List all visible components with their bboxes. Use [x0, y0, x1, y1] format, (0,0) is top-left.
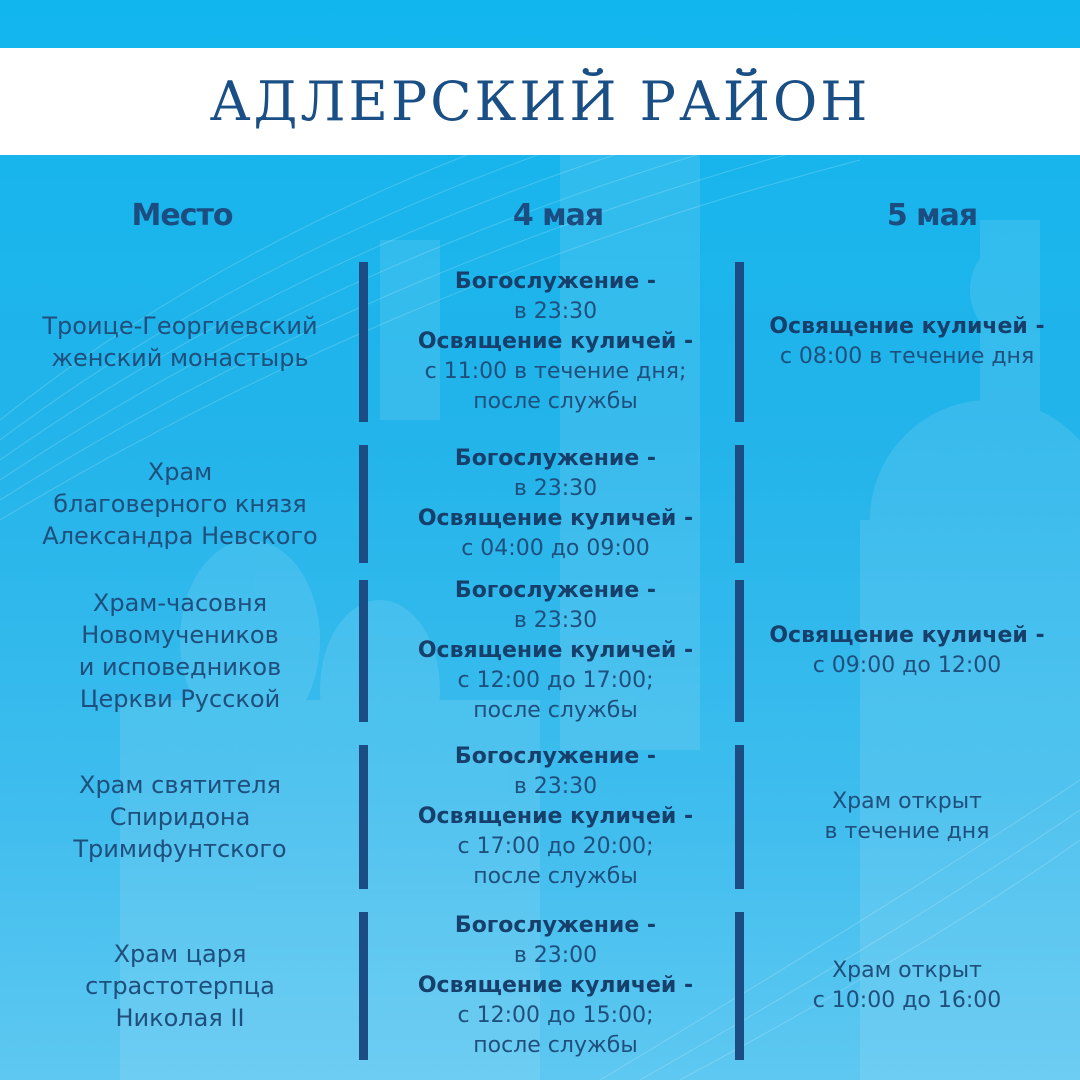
column-divider [359, 580, 368, 722]
column-divider [359, 745, 368, 889]
day4-cell [378, 445, 733, 563]
event-time: в 23:30 [513, 774, 598, 799]
page-title: АДЛЕРСКИЙ РАЙОН [209, 70, 871, 133]
column-divider [359, 445, 368, 563]
event-title: Освящение куличей - [417, 638, 694, 663]
column-divider [735, 262, 744, 422]
event-time: с 08:00 в течение дня [779, 344, 1035, 369]
place-name-line: Храм святителя [79, 771, 281, 799]
day5-cell [752, 745, 1062, 889]
place-name-line: Новомучеников [81, 621, 279, 649]
event-time: Храм открыт [832, 958, 982, 983]
event-title: Освящение куличей - [769, 314, 1045, 339]
event-title: Освящение куличей - [417, 329, 694, 354]
event-time: с 04:00 до 09:00 [461, 536, 650, 561]
place-name-line: Николая II [115, 1004, 245, 1032]
column-divider [359, 912, 368, 1060]
place-cell [20, 262, 340, 422]
column-divider [735, 912, 744, 1060]
event-time: с 10:00 до 16:00 [812, 988, 1002, 1013]
place-name-line: Храм [147, 458, 213, 486]
event-title: Освящение куличей - [417, 973, 694, 998]
place-name-line: Церкви Русской [79, 685, 281, 713]
event-time: с 11:00 в течение дня; [424, 359, 687, 384]
event-time: после службы [473, 1033, 638, 1058]
title-banner [0, 48, 1080, 155]
place-cell [20, 745, 340, 889]
column-divider [735, 745, 744, 889]
table-row [0, 262, 1080, 422]
table-row [0, 580, 1080, 722]
place-name-line: и исповедников [78, 653, 282, 681]
event-title: Освящение куличей - [417, 506, 694, 531]
event-time: после службы [473, 698, 638, 723]
day4-cell [378, 912, 733, 1060]
place-cell [20, 580, 340, 722]
column-divider [359, 262, 368, 422]
place-cell [20, 445, 340, 563]
event-time: в 23:30 [513, 608, 598, 633]
event-title: Богослужение - [454, 446, 657, 471]
place-name-line: Троице-Георгиевский [42, 312, 318, 340]
event-time: с 17:00 до 20:00; [457, 834, 654, 859]
place-name-line: Спиридона [109, 803, 251, 831]
event-title: Богослужение - [454, 269, 657, 294]
place-name-line: Тримифунтского [73, 835, 287, 863]
event-time: Храм открыт [832, 789, 982, 814]
column-divider [735, 580, 744, 722]
day4-cell [378, 745, 733, 889]
event-title: Богослужение - [454, 744, 657, 769]
place-name-line: женский монастырь [51, 344, 309, 372]
place-name-line: страстотерпца [85, 972, 275, 1000]
day4-cell [378, 580, 733, 722]
event-title: Освящение куличей - [417, 804, 694, 829]
place-name-line: Александра Невского [42, 522, 318, 550]
table-row [0, 745, 1080, 889]
column-header-day5: 5 мая [886, 198, 978, 233]
day4-cell [378, 262, 733, 422]
place-name-line: благоверного князя [53, 490, 307, 518]
day5-cell [752, 912, 1062, 1060]
place-cell [20, 912, 340, 1060]
day5-cell [752, 445, 1062, 563]
event-time: после службы [473, 864, 638, 889]
place-name-line: Храм-часовня [92, 589, 268, 617]
column-header-day4: 4 мая [512, 198, 604, 233]
table-row [0, 912, 1080, 1060]
event-time: после службы [473, 389, 638, 414]
event-title: Богослужение - [454, 578, 657, 603]
event-title: Богослужение - [454, 913, 657, 938]
table-row [0, 445, 1080, 563]
column-header-place: Место [131, 198, 233, 233]
day5-cell [752, 580, 1062, 722]
day5-cell [752, 262, 1062, 422]
event-time: с 12:00 до 15:00; [457, 1003, 654, 1028]
event-time: в 23:00 [513, 943, 598, 968]
event-time: в 23:30 [513, 476, 598, 501]
event-time: с 12:00 до 17:00; [457, 668, 654, 693]
column-divider [735, 445, 744, 563]
event-time: в течение дня [824, 819, 990, 844]
event-title: Освящение куличей - [769, 623, 1045, 648]
place-name-line: Храм царя [113, 940, 247, 968]
event-time: с 09:00 до 12:00 [812, 653, 1002, 678]
event-time: в 23:30 [513, 299, 598, 324]
